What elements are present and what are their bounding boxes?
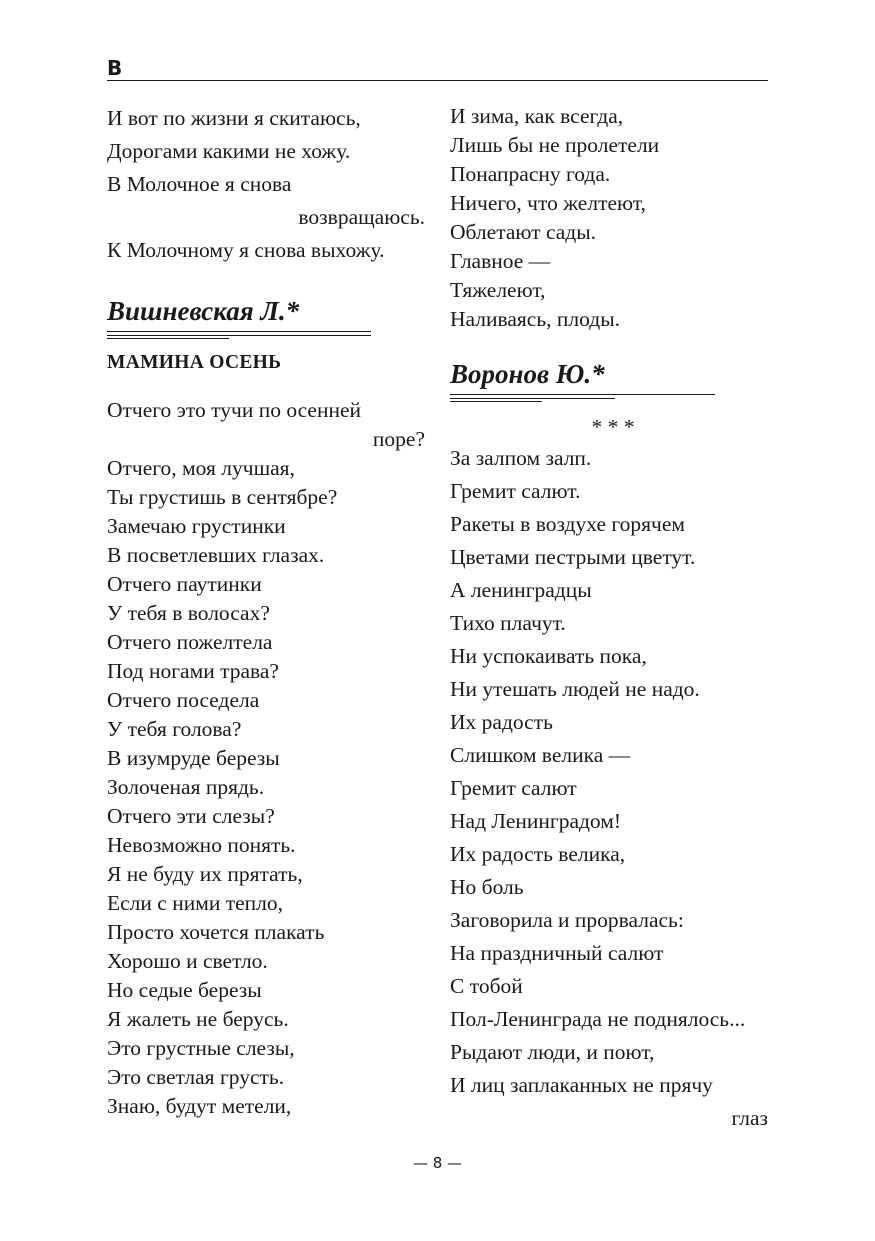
verse-line: Понапрасну года. xyxy=(450,162,611,186)
verse-line: Рыдают люди, и поют, xyxy=(450,1040,655,1064)
verse-line: Их радость xyxy=(450,710,553,734)
verse-line: Если с ними тепло, xyxy=(107,891,283,915)
verse-line: Наливаясь, плоды. xyxy=(450,307,621,331)
poem-body xyxy=(107,396,425,1121)
verse-line: Но седые березы xyxy=(107,978,262,1002)
verse-line: С тобой xyxy=(450,974,523,998)
verse-line: Отчего, моя лучшая, xyxy=(107,456,295,480)
verse-line: И вот по жизни я скитаюсь, xyxy=(107,106,361,130)
right-top-stanza xyxy=(450,102,768,334)
verse-line: Тихо плачут. xyxy=(450,611,566,635)
verse-line: Главное — xyxy=(450,249,551,273)
verse-line: Хорошо и светло. xyxy=(107,949,268,973)
section-letter: В xyxy=(107,56,123,80)
poem-body xyxy=(450,442,768,1135)
verse-line: Отчего поседела xyxy=(107,688,260,712)
verse-line: Под ногами трава? xyxy=(107,659,279,683)
verse-line: Дорогами какими не хожу. xyxy=(107,139,351,163)
verse-line: Это светлая грусть. xyxy=(107,1065,285,1089)
verse-line-continuation: возвращаюсь. xyxy=(298,205,425,229)
author-name: Воронов Ю.* xyxy=(450,359,605,389)
verse-line: В Молочное я снова xyxy=(107,172,292,196)
verse-line: А ленинградцы xyxy=(450,578,592,602)
poem-title: МАМИНА ОСЕНЬ xyxy=(107,352,282,373)
verse-line-continuation: глаз xyxy=(731,1106,768,1130)
verse-line: Золоченая прядь. xyxy=(107,775,265,799)
verse-line: Цветами пестрыми цветут. xyxy=(450,545,696,569)
header-rule xyxy=(107,80,768,81)
verse-line: Ничего, что желтеют, xyxy=(450,191,646,215)
section-asterisks: * * * xyxy=(591,415,635,439)
verse-line: Лишь бы не пролетели xyxy=(450,133,660,157)
verse-line: Гремит салют xyxy=(450,776,577,800)
verse-line: Гремит салют. xyxy=(450,479,581,503)
left-top-stanza xyxy=(107,102,425,267)
verse-line: У тебя голова? xyxy=(107,717,242,741)
right-column xyxy=(450,102,768,1135)
page-number: — 8 — xyxy=(412,1154,463,1172)
verse-line: Над Ленинградом! xyxy=(450,809,622,833)
verse-line: Пол-Ленинграда не поднялось... xyxy=(450,1007,746,1031)
verse-line: И зима, как всегда, xyxy=(450,104,624,128)
verse-line: В изумруде березы xyxy=(107,746,280,770)
verse-line: Ни успокаивать пока, xyxy=(450,644,647,668)
verse-line: Заговорила и прорвалась: xyxy=(450,908,684,932)
verse-line: Но боль xyxy=(450,875,524,899)
author-name: Вишневская Л.* xyxy=(107,296,300,326)
verse-line: Слишком велика — xyxy=(450,743,631,767)
verse-line: Отчего пожелтела xyxy=(107,630,273,654)
author-rule xyxy=(107,327,425,339)
verse-line: Замечаю грустинки xyxy=(107,514,286,538)
verse-line: Отчего эти слезы? xyxy=(107,804,275,828)
verse-line: На праздничный салют xyxy=(450,941,664,965)
verse-line: Ты грустишь в сентябре? xyxy=(107,485,338,509)
verse-line: Это грустные слезы, xyxy=(107,1036,295,1060)
verse-line: Облетают сады. xyxy=(450,220,597,244)
verse-line: Ни утешать людей не надо. xyxy=(450,677,700,701)
verse-line: В посветлевших глазах. xyxy=(107,543,325,567)
verse-line: Я жалеть не берусь. xyxy=(107,1007,289,1031)
verse-line: Отчего паутинки xyxy=(107,572,262,596)
verse-line: Ракеты в воздухе горячем xyxy=(450,512,686,536)
verse-line: Тяжелеют, xyxy=(450,278,546,302)
verse-line: К Молочному я снова выхожу. xyxy=(107,238,385,262)
verse-line: За залпом залп. xyxy=(450,446,592,470)
verse-line: Знаю, будут метели, xyxy=(107,1094,292,1118)
left-column xyxy=(107,102,425,1121)
verse-line: Я не буду их прятать, xyxy=(107,862,303,886)
verse-line: И лиц заплаканных не прячу xyxy=(450,1073,713,1097)
verse-line: Невозможно понять. xyxy=(107,833,296,857)
verse-line: Отчего это тучи по осенней xyxy=(107,398,362,422)
verse-line-continuation: поре? xyxy=(372,427,425,451)
verse-line: У тебя в волосах? xyxy=(107,601,270,625)
author-rule xyxy=(450,390,768,402)
verse-line: Их радость велика, xyxy=(450,842,626,866)
verse-line: Просто хочется плакать xyxy=(107,920,325,944)
